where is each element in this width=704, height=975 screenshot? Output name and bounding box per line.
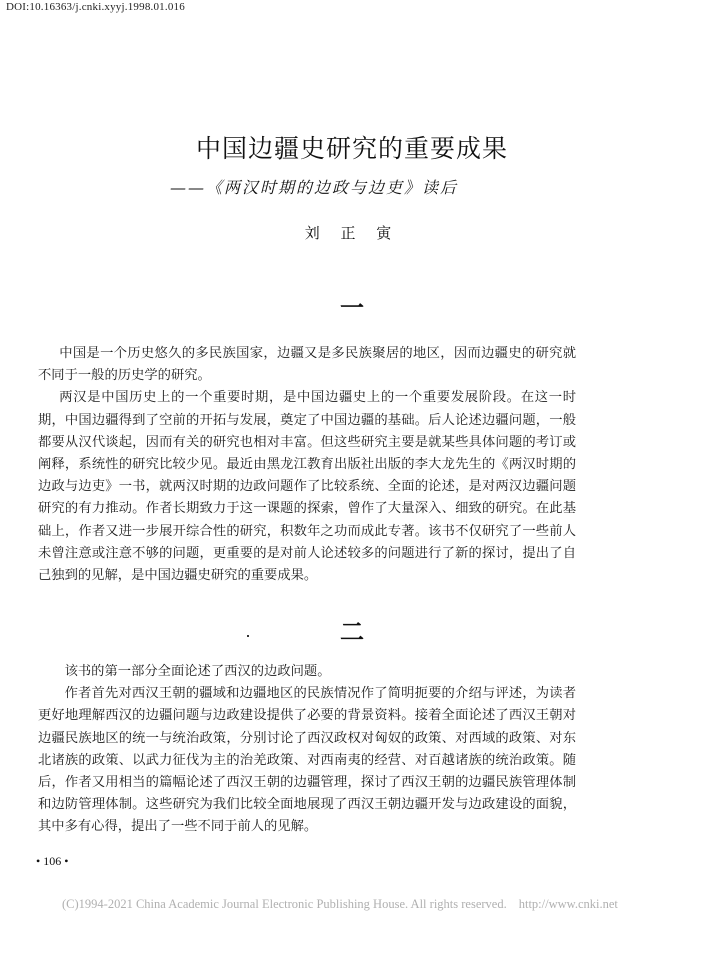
doi-label: DOI:10.16363/j.cnki.xyyj.1998.01.016 — [6, 1, 185, 13]
section-heading-1: 一 — [340, 293, 364, 322]
footer-url: http://www.cnki.net — [518, 897, 618, 911]
copyright-text: (C)1994-2021 China Academic Journal Electronic Publishing House. All rights reserved. — [62, 897, 507, 911]
copyright-footer — [62, 897, 618, 912]
paragraph: 作者首先对西汉王朝的疆域和边疆地区的民族情况作了简明扼要的介绍与评述，为读者更好地理解西汉的边疆问题与边政建设提供了必要的背景资料。接着全面论述了西汉王朝对边疆民族地区的统一与统治政策，分别讨论了西汉政权对匈奴的政策、对西域的政策、对东北诸族的政策、以武力征伐为主的治羌政策、对西南夷的经营、对百越诸族的统治政策。随后，作者又用相当的篇幅论述了西汉王朝的边疆管理，探讨了西汉王朝的边疆民族管理体制和边防管理体制。这些研究为我们比较全面地展现了西汉王朝边疆开发与边政建设的面貌，其中多有心得，提出了一些不同于前人的见解。 — [38, 686, 576, 835]
article-subtitle: ——《两汉时期的边政与边吏》读后 — [170, 178, 459, 197]
section-2-body — [38, 661, 576, 839]
paragraph: 该书的第一部分全面论述了西汉的边政问题。 — [64, 664, 331, 679]
article-title: 中国边疆史研究的重要成果 — [195, 134, 508, 163]
paragraph: 中国是一个历史悠久的多民族国家，边疆又是多民族聚居的地区，因而边疆史的研究就不同于一般的历史学的研究。 — [38, 346, 576, 384]
section-1-body — [38, 343, 576, 587]
article-author: 刘 正 寅 — [304, 224, 400, 242]
paragraph: 两汉是中国历史上的一个重要时期，是中国边疆史上的一个重要发展阶段。在这一时期，中国边疆得到了空前的开拓与发展，奠定了中国边疆的基础。后人论述边疆问题，一般都要从汉代谈起，因而有关的研究也相对丰富。但这些研究主要是就某些具体问题的考订或阐释，系统性的研究比较少见。最近由黑龙江教育出版社出版的李大龙先生的《两汉时期的边政与边吏》一书，就两汉时期的边政问题作了比较系统、全面的论述，是对两汉边疆问题研究的有力推动。作者长期致力于这一课题的探索，曾作了大量深入、细致的研究。在此基础上，作者又进一步展开综合性的研究，积数年之功而成此专著。该书不仅研究了一些前人未曾注意或注意不够的问题，更重要的是对前人论述较多的问题进行了新的探讨，提出了自己独到的见解，是中国边疆史研究的重要成果。 — [38, 390, 576, 584]
section-heading-2: 二 — [340, 617, 364, 646]
page-number: • 106 • — [36, 854, 69, 868]
